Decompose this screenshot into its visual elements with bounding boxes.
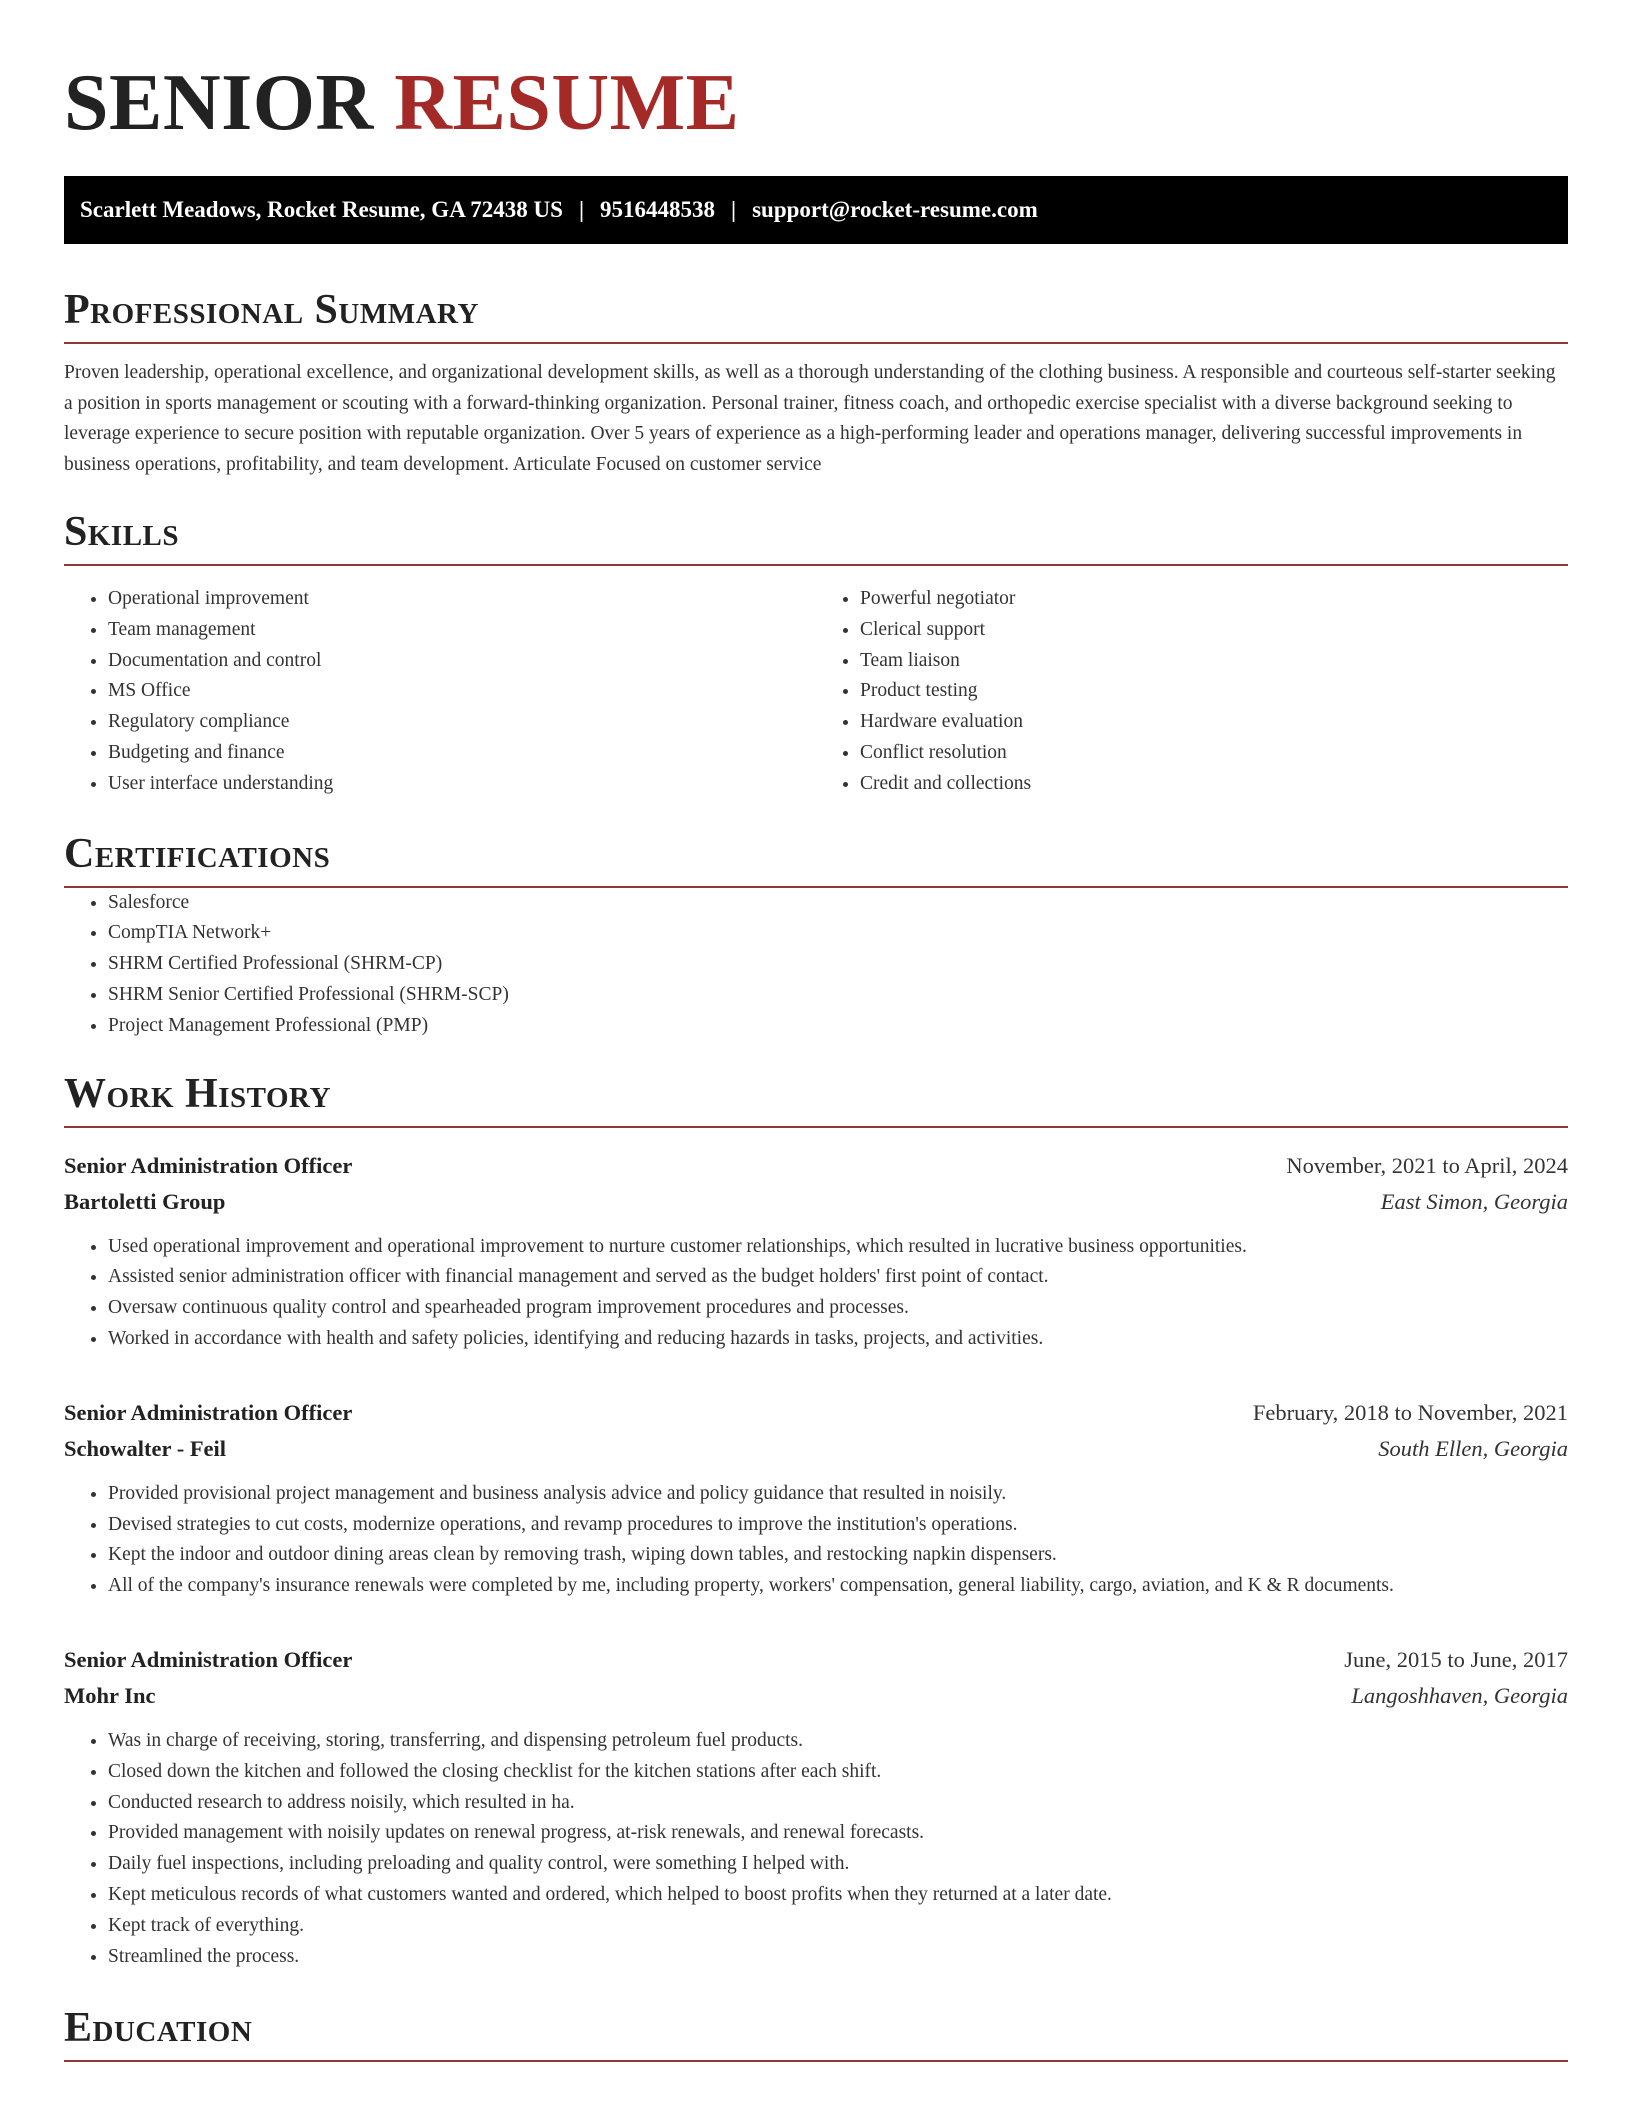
contact-address: Scarlett Meadows, Rocket Resume, GA 72438 US — [80, 197, 563, 222]
contact-email: support@rocket-resume.com — [752, 197, 1038, 222]
job-bullets — [64, 1479, 1568, 1602]
skill-item: • Conflict resolution — [860, 738, 1568, 769]
job-bullet: • Provided management with noisily updates on renewal progress, at-risk renewals, and renewal forecasts. — [108, 1818, 1568, 1849]
job-bullet: • Worked in accordance with health and safety policies, identifying and reducing hazards in tasks, projects, and activities. — [108, 1324, 1568, 1355]
job-location: East Simon, Georgia — [1380, 1188, 1568, 1214]
skills-columns — [64, 584, 1568, 800]
job-company: Bartoletti Group — [64, 1188, 226, 1214]
job-title: Senior Administration Officer — [64, 1646, 353, 1672]
skills-section — [64, 510, 1568, 800]
skills-heading: Skills — [64, 510, 1568, 566]
job-bullet: • Kept the indoor and outdoor dining areas clean by removing trash, wiping down tables, and restocking napkin dispensers. — [108, 1540, 1568, 1571]
job-entry — [64, 1395, 1568, 1602]
certification-item: • SHRM Certified Professional (SHRM-CP) — [108, 949, 1568, 980]
job-location: Langoshhaven, Georgia — [1351, 1682, 1568, 1708]
skills-list-left — [64, 584, 816, 800]
job-header-row — [64, 1642, 1568, 1678]
job-bullet: • Conducted research to address noisily, which resulted in ha. — [108, 1788, 1568, 1819]
title-part-senior: SENIOR — [64, 59, 374, 147]
job-bullet: • Devised strategies to cut costs, modernize operations, and revamp procedures to improve the institution's operations. — [108, 1510, 1568, 1541]
job-header-row — [64, 1395, 1568, 1431]
certification-item: • Project Management Professional (PMP) — [108, 1011, 1568, 1042]
job-bullet: • Daily fuel inspections, including preloading and quality control, were something I helped with. — [108, 1849, 1568, 1880]
resume-title — [64, 58, 1568, 148]
skill-item: • Team management — [108, 615, 816, 646]
skill-item: • Operational improvement — [108, 584, 816, 615]
skill-item: • Product testing — [860, 676, 1568, 707]
job-company: Schowalter - Feil — [64, 1435, 227, 1461]
skill-item: • User interface understanding — [108, 769, 816, 800]
job-title: Senior Administration Officer — [64, 1399, 353, 1425]
job-bullet: • Closed down the kitchen and followed the closing checklist for the kitchen stations after each shift. — [108, 1757, 1568, 1788]
job-location: South Ellen, Georgia — [1378, 1435, 1568, 1461]
job-bullet: • All of the company's insurance renewals were completed by me, including property, workers' compensation, general liability, cargo, aviation, and K & R documents. — [108, 1571, 1568, 1602]
job-dates: November, 2021 to April, 2024 — [1286, 1152, 1568, 1178]
job-entry — [64, 1148, 1568, 1355]
skill-item: • Regulatory compliance — [108, 707, 816, 738]
skill-item: • Credit and collections — [860, 769, 1568, 800]
certification-item: • Salesforce — [108, 888, 1568, 919]
job-bullets — [64, 1726, 1568, 1972]
job-company-row — [64, 1184, 1568, 1220]
skill-item: • Clerical support — [860, 615, 1568, 646]
job-dates: February, 2018 to November, 2021 — [1252, 1399, 1568, 1425]
skill-item: • MS Office — [108, 676, 816, 707]
job-company-row — [64, 1678, 1568, 1714]
job-bullet: • Kept meticulous records of what customers wanted and ordered, which helped to boost profits when they returned at a later date. — [108, 1880, 1568, 1911]
job-header-row — [64, 1148, 1568, 1184]
skill-item: • Powerful negotiator — [860, 584, 1568, 615]
job-bullet: • Streamlined the process. — [108, 1942, 1568, 1973]
contact-bar — [64, 176, 1568, 244]
job-bullets — [64, 1232, 1568, 1355]
job-title: Senior Administration Officer — [64, 1152, 353, 1178]
skill-item: • Documentation and control — [108, 646, 816, 677]
job-company-row — [64, 1431, 1568, 1467]
work-history-heading: Work History — [64, 1072, 1568, 1128]
job-bullet: • Kept track of everything. — [108, 1911, 1568, 1942]
contact-separator: | — [578, 197, 585, 222]
job-entry — [64, 1642, 1568, 1972]
job-dates: June, 2015 to June, 2017 — [1344, 1646, 1568, 1672]
education-section — [64, 2006, 1568, 2062]
job-company: Mohr Inc — [64, 1682, 156, 1708]
certification-item: • CompTIA Network+ — [108, 918, 1568, 949]
job-bullet: • Assisted senior administration officer with financial management and served as the budget holders' first point of contact. — [108, 1262, 1568, 1293]
skill-item: • Team liaison — [860, 646, 1568, 677]
summary-text: Proven leadership, operational excellence, and organizational development skills, as well as a thorough understanding of the clothing business. A responsible and courteous self-starter seeking a position in sports management or scouting with a forward-thinking organization. Personal trainer, fitness coach, and orthopedic exercise specialist with a diverse background seeking to leverage experience to secure position with reputable organization. Over 5 years of experience as a high-performing leader and operations manager, delivering successful improvements in business operations, profitability, and team development. Articulate Focused on customer service — [64, 362, 1556, 475]
job-bullet: • Oversaw continuous quality control and spearheaded program improvement procedures and processes. — [108, 1293, 1568, 1324]
contact-phone: 9516448538 — [600, 197, 716, 222]
certifications-section — [64, 832, 1568, 1042]
summary-heading: Professional Summary — [64, 288, 1568, 344]
resume-page — [64, 0, 1568, 2062]
summary-section — [64, 288, 1568, 480]
title-part-resume: RESUME — [394, 59, 740, 147]
contact-separator: | — [731, 197, 737, 222]
certification-item: • SHRM Senior Certified Professional (SHRM-SCP) — [108, 980, 1568, 1011]
skill-item: • Budgeting and finance — [108, 738, 816, 769]
certifications-heading: Certifications — [64, 832, 1568, 888]
skill-item: • Hardware evaluation — [860, 707, 1568, 738]
job-bullet: • Used operational improvement and operational improvement to nurture customer relationships, which resulted in lucrative business opportunities. — [108, 1232, 1568, 1263]
education-heading: Education — [64, 2006, 1568, 2062]
work-history-section — [64, 1072, 1568, 1973]
job-bullet: • Provided provisional project management and business analysis advice and policy guidance that resulted in noisily. — [108, 1479, 1568, 1510]
job-bullet: • Was in charge of receiving, storing, transferring, and dispensing petroleum fuel products. — [108, 1726, 1568, 1757]
skills-list-right — [816, 584, 1568, 800]
certifications-list — [64, 888, 1568, 1042]
